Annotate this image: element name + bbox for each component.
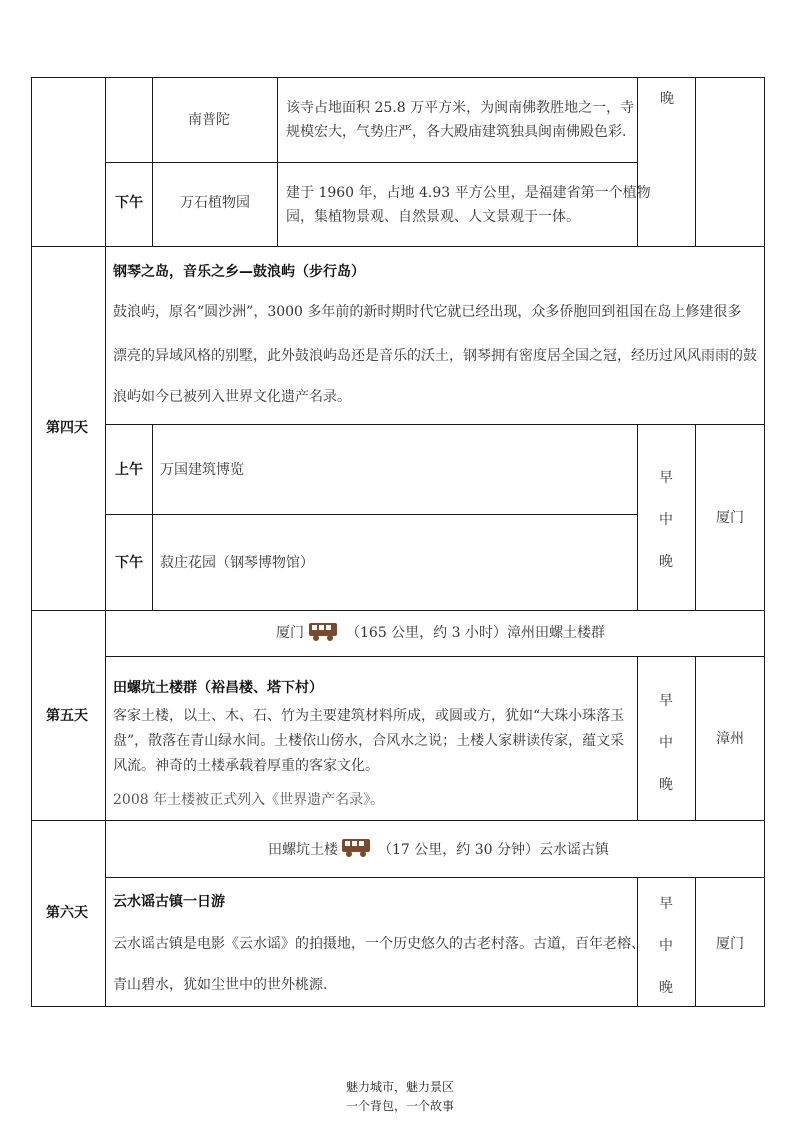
table-border (105, 424, 637, 425)
site-description: 园，集植物景观、自然景观、人文景观于一体。 (286, 209, 580, 225)
meal-breakfast: 早 (659, 693, 673, 709)
day-description: 盘”，散落在青山绿水间。土楼依山傍水，合风水之说；土楼人家耕读传家，蕴文采 (113, 733, 625, 749)
table-border (31, 820, 765, 821)
footer-line: 一个背包，一个故事 (345, 1099, 454, 1113)
day-note: 2008 年土楼被正式列入《世界遗产名录》。 (113, 792, 385, 808)
table-border (105, 77, 106, 1007)
day-description: 浪屿如今已被列入世界文化遗产名录。 (113, 389, 351, 405)
meal-breakfast: 早 (659, 896, 673, 912)
time-afternoon: 下午 (115, 555, 143, 571)
table-border (105, 514, 637, 515)
day-heading: 云水谣古镇一日游 (113, 894, 225, 910)
day-description: 客家土楼，以土、木、石、竹为主要建筑材料所成，或圆或方，犹如“大珠小珠落玉 (113, 708, 625, 724)
meal-evening: 晚 (660, 91, 674, 107)
meal-lunch: 中 (659, 512, 673, 528)
day-label: 第六天 (46, 905, 88, 921)
route-from: 田螺坑土楼 (268, 842, 338, 858)
table-border (637, 656, 638, 821)
table-border (637, 77, 638, 247)
meal-dinner: 晚 (659, 980, 673, 996)
bus-icon (341, 838, 371, 858)
route-info: （17 公里，约 30 分钟）云水谣古镇 (378, 842, 609, 858)
day-description: 青山碧水，犹如尘世中的世外桃源. (113, 977, 328, 993)
meal-dinner: 晚 (659, 777, 673, 793)
table-border (637, 424, 765, 425)
footer-line: 魅力城市，魅力景区 (345, 1080, 454, 1094)
site-description: 建于 1960 年，占地 4.93 平方公里，是福建省第一个植物 (286, 185, 651, 201)
table-border (695, 656, 696, 821)
table-border (31, 77, 32, 1007)
route-info: （165 公里，约 3 小时）漳州田螺土楼群 (346, 625, 605, 641)
day-description: 漂亮的异域风格的别墅，此外鼓浪屿岛还是音乐的沃土，钢琴拥有密度居全国之冠，经历过风风雨雨的鼓 (113, 348, 757, 364)
stay-city: 厦门 (716, 936, 744, 952)
time-afternoon: 下午 (115, 195, 143, 211)
day-label: 第四天 (46, 420, 88, 436)
table-border (695, 877, 696, 1007)
table-border (637, 424, 638, 611)
bus-icon (308, 622, 338, 642)
meal-lunch: 中 (659, 938, 673, 954)
table-border (695, 424, 696, 611)
table-border (31, 610, 765, 611)
day-description: 鼓浪屿，原名“圆沙洲”，3000 多年前的新时期时代它就已经出现，众多侨胞回到祖国在岛上修建很多 (113, 304, 742, 320)
table-border (105, 656, 765, 657)
day-heading: 钢琴之岛，音乐之乡—鼓浪屿（步行岛） (113, 264, 365, 280)
table-border (31, 1006, 765, 1007)
site-description: 该寺占地面积 25.8 万平方米，为闽南佛教胜地之一，寺 (286, 100, 635, 116)
site-name-nanputuo: 南普陀 (188, 112, 230, 128)
stay-city: 漳州 (716, 731, 744, 747)
site-name-wanshi: 万石植物园 (180, 195, 250, 211)
table-border (277, 77, 278, 247)
table-border (695, 77, 696, 247)
site-description: 规模宏大，气势庄严，各大殿庙建筑独具闽南佛殿色彩. (286, 124, 627, 140)
table-border (152, 77, 153, 247)
site-name: 万国建筑博览 (160, 462, 244, 478)
day-heading: 田螺坑土楼群（裕昌楼、塔下村） (113, 680, 323, 696)
table-border (105, 162, 637, 163)
meal-dinner: 晚 (659, 554, 673, 570)
meal-breakfast: 早 (659, 470, 673, 486)
table-border (152, 424, 153, 611)
table-border (764, 77, 765, 1007)
table-border (31, 246, 765, 247)
meal-lunch: 中 (659, 735, 673, 751)
stay-city: 厦门 (716, 510, 744, 526)
site-name: 菽庄花园（钢琴博物馆） (160, 555, 314, 571)
route-from: 厦门 (276, 625, 304, 641)
table-border (105, 877, 765, 878)
day-description: 风流。神奇的土楼承载着厚重的客家文化。 (113, 758, 379, 774)
day-description: 云水谣古镇是电影《云水谣》的拍摄地，一个历史悠久的古老村落。古道，百年老榕、 (113, 936, 645, 952)
time-morning: 上午 (115, 462, 143, 478)
day-label: 第五天 (46, 708, 88, 724)
table-border (31, 77, 765, 78)
